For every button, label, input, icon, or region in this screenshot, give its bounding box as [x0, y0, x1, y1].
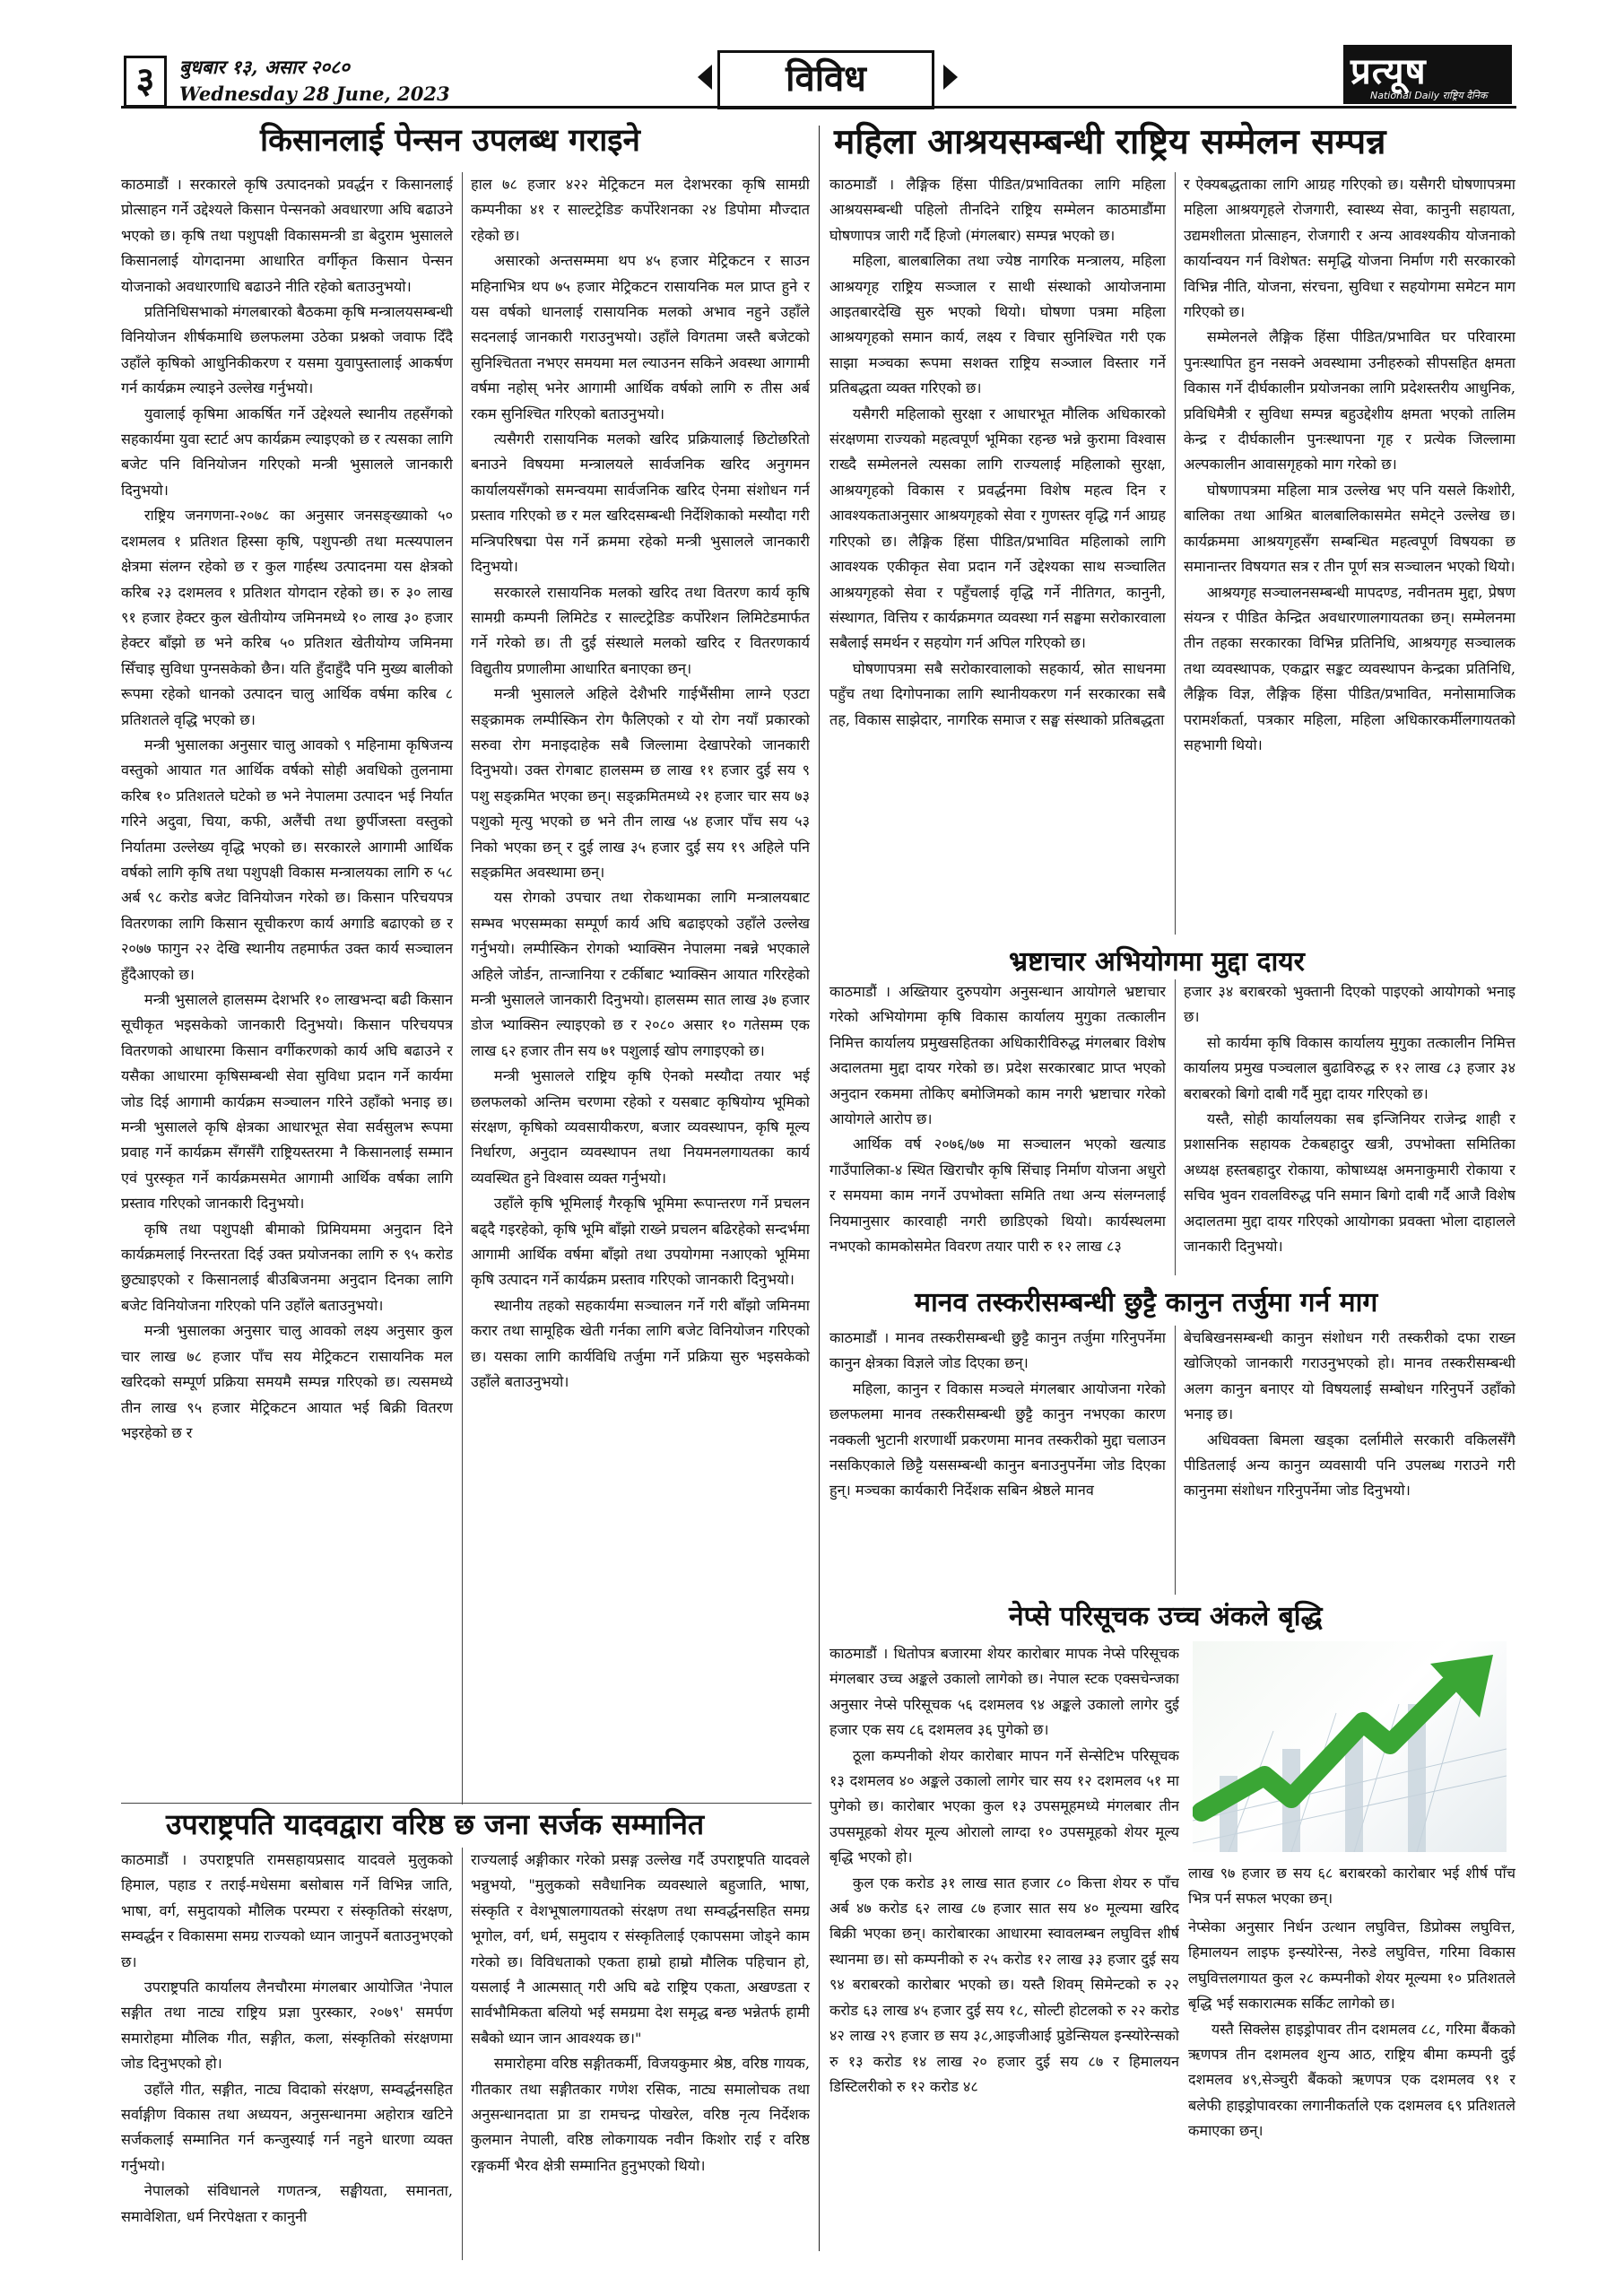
- paragraph: काठमाडौं । उपराष्ट्रपति रामसहायप्रसाद यादवले मुलुकको हिमाल, पहाड र तराई-मधेसमा बसोबास गर्ने विभिन्न जाति, भाषा, वर्ग, समुदायको मौलिक परम्परा र संस्कृतिको संरक्षण, सम्वर्द्धन र विकासमा समग्र राज्यको ध्यान जानुपर्ने बताउनुभएको छ।: [121, 1851, 453, 1970]
- paragraph: सरकारले रासायनिक मलको खरिद तथा वितरण कार्य कृषि सामग्री कम्पनी लिमिटेड र साल्टट्रेडिङ कर्पोरेशन लिमिटेडमार्फत गर्ने गरेको छ। ती दुई संस्थाले मलको खरिद र वितरणकार्य विद्युतीय प्रणालीमा आधारित बनाएका छन्।: [471, 583, 810, 677]
- paragraph: घोषणापत्रमा सबै सरोकारवालाको सहकार्य, स्रोत साधनमा पहुँच तथा दिगोपनाका लागि स्थानीयकरण गर्न सरकारका सबै तह, विकास साझेदार, नागरिक समाज र सङ्घ संस्थाको प्रतिबद्धता: [829, 659, 1166, 728]
- column-divider: [1175, 1326, 1176, 1595]
- paragraph: सम्मेलनले लैङ्गिक हिंसा पीडित/प्रभावित घर परिवारमा पुनःस्थापित हुन नसक्ने अवस्थामा उनीहरुको सीपसहित क्षमता विकास गर्ने दीर्घकालीन प्रयोजनका लागि प्रदेशस्तरीय आधुनिक, प्रविधिमैत्री र सुविधा सम्पन्न बहुउद्देशीय क्षमता भएको तालिम केन्द्र र दीर्घकालीन पुनःस्थापना गृह र प्रत्येक जिल्लामा अल्पकालीन आवासगृहको माग गरेको छ।: [1184, 328, 1515, 474]
- paragraph: काठमाडौं । मानव तस्करीसम्बन्धी छुट्टै कानुन तर्जुमा गरिनुपर्नेमा कानुन क्षेत्रका विज्ञले जोड दिएका छन्।: [829, 1329, 1166, 1372]
- women-headline: महिला आश्रयसम्बन्धी राष्ट्रिय सम्मेलन सम्पन्न: [834, 122, 1386, 162]
- left-arrow-icon: [698, 65, 712, 90]
- date-nepali: बुधबार १३, असार २०८०: [179, 56, 350, 78]
- paragraph: काठमाडौं । धितोपत्र बजारमा शेयर कारोबार मापक नेप्से परिसूचक मंगलबार उच्च अङ्कले उकालो लागेको छ। नेपाल स्टक एक्सचेन्जका अनुसार नेप्से परिसूचक ५६ दशमलव ९४ अङ्कले उकालो लागेर दुई हजार एक सय ८६ दशमलव ३६ पुगेको छ।: [829, 1645, 1179, 1739]
- trafficking-headline: मानव तस्करीसम्बन्धी छुट्टै कानुन तर्जुमा गर्न माग: [915, 1287, 1378, 1318]
- paragraph: महिला, कानुन र विकास मञ्चले मंगलबार आयोजना गरेको छलफलमा मानव तस्करीसम्बन्धी छुट्टै कानुन नभएका कारण नक्कली भुटानी शरणार्थी प्रकरणमा मानव तस्करीको मुद्दा चलाउन नसकिएकाले छिट्टै यससम्बन्धी कानुन बनाउनुपर्नेमा जोड दिएका हुन्। मञ्चका कार्यकारी निर्देशक सबिन श्रेष्ठले मानव: [829, 1379, 1166, 1500]
- paragraph: मन्त्री भुसालले अहिले देशैभरि गाईभैंसीमा लाग्ने एउटा सङ्क्रामक लम्पीस्किन रोग फैलिएको र यो रोग नयाँ प्रकारको सरुवा रोग मनाइदाहेक सबै जिल्लामा देखापरेको जानकारी दिनुभयो। उक्त रोगबाट हालसम्म छ लाख ११ हजार दुई सय ९ पशु सङ्क्रमित भएका छन्। सङ्क्रमितमध्ये २१ हजार चार सय ७३ पशुको मृत्यु भएको छ भने तीन लाख ५४ हजार पाँच सय ५३ निको भएका छन् र दुई लाख ३५ हजार दुई सय १९ अहिले पनि सङ्क्रमित अवस्थामा छन्।: [471, 685, 810, 881]
- paragraph: राज्यलाई अङ्गीकार गरेको प्रसङ्ग उल्लेख गर्दै उपराष्ट्रपति यादवले भन्नुभयो, "मुलुकको सवैधानिक व्यवस्थाले बहुजाति, भाषा, संस्कृति र वेशभूषालगायतको संरक्षण तथा सम्वर्द्धनसहित समग्र भूगोल, वर्ग, धर्म, समुदाय र संस्कृतिलाई एकापसमा जोड्ने काम गरेको छ। विविधताको एकता हाम्रो हाम्रो मौलिक पहिचान हो, यसलाई नै आत्मसात् गरी अघि बढे राष्ट्रिय एकता, अखण्डता र सार्वभौमिकता बलियो भई समग्रमा देश समृद्ध बन्छ भन्नेतर्फ हामी सबैको ध्यान जान आवश्यक छ।": [471, 1851, 810, 2047]
- column-divider: [1175, 979, 1176, 1275]
- women-column-1: [829, 172, 1166, 935]
- paragraph: लाख ९७ हजार छ सय ६८ बराबरको कारोबार भई शीर्ष पाँच भित्र पर्न सफल भएका छन्।: [1188, 1865, 1515, 1908]
- paragraph: र ऐक्यबद्धताका लागि आग्रह गरिएको छ। यसैगरी घोषणापत्रमा महिला आश्रयगृहले रोजगारी, स्वास्थ्य सेवा, कानुनी सहायता, उद्यमशीलता प्रोत्साहन, रोजगारी र अन्य आवश्यकीय योजनाको कार्यान्वयन गर्न विशेषत: समृद्धि योजना निर्माण गरी सरकारको विभिन्न नीति, योजना, संरचना, सुविधा र सहयोगमा समेटन माग गरिएको छ।: [1184, 176, 1515, 321]
- paragraph: हजार ३४ बराबरको भुक्तानी दिएको पाइएको आयोगको भनाइ छ।: [1184, 983, 1515, 1026]
- dateline: [179, 54, 450, 108]
- paragraph: त्यसैगरी रासायनिक मलको खरिद प्रक्रियालाई छिटोछरितो बनाउने विषयमा मन्त्रालयले सार्वजनिक खरिद अनुगमन कार्यालयसँगको समन्वयमा सार्वजनिक खरिद ऐनमा संशोधन गर्न प्रस्ताव गरिएको छ र मल खरिदसम्बन्धी निर्देशिकाको मस्यौदा गरी मन्त्रिपरिषद्मा पेस गर्ने क्रममा रहेको मन्त्री भुसालले जानकारी दिनुभयो।: [471, 430, 810, 576]
- section-divider: [819, 126, 820, 2251]
- nepse-headline: नेप्से परिसूचक उच्च अंकले बृद्धि: [1009, 1601, 1323, 1632]
- paragraph: मन्त्री भुसालका अनुसार चालु आवको ९ महिनामा कृषिजन्य वस्तुको आयात गत आर्थिक वर्षको सोही अवधिको तुलनामा करिब १० प्रतिशतले घटेको छ भने नेपालमा उत्पादन भई निर्यात गरिने अदुवा, चिया, कफी, अलैंची तथा छुर्पीजस्ता वस्तुको निर्यातमा उल्लेख्य वृद्धि भएको छ। सरकारले आगामी आर्थिक वर्षको लागि कृषि तथा पशुपक्षी विकास मन्त्रालयका लागि रु ५८ अर्ब ९८ करोड बजेट विनियोजन गरेको छ। किसान परिचयपत्र वितरणका लागि किसान सूचीकरण कार्य अगाडि बढाएको छ र २०७७ फागुन २२ देखि स्थानीय तहमार्फत उक्त कार्य सञ्चालन हुँदैआएको छ।: [121, 735, 453, 983]
- paragraph: नेप्सेका अनुसार निर्धन उत्थान लघुवित्त, डिप्रोक्स लघुवित्त, हिमालयन लाइफ इन्स्योरेन्स, नेरुडे लघुवित्त, गरिमा विकास लघुवित्तलगायत कुल २८ कम्पनीको शेयर मूल्यमा १० प्रतिशतले बृद्धि भई सकारात्मक सर्किट लागेको छ।: [1188, 1918, 1515, 2013]
- trafficking-column-2: [1184, 1326, 1515, 1595]
- corruption-column-2: [1184, 979, 1515, 1275]
- paragraph: उहाँले कृषि भूमिलाई गैरकृषि भूमिमा रूपान्तरण गर्ने प्रचलन बढ्दै गइरहेको, कृषि भूमि बाँझो राख्ने प्रचलन बढिरहेको सन्दर्भमा आगामी आर्थिक वर्षमा बाँझो तथा उपयोगमा नआएको भूमिमा कृषि उत्पादन गर्ने कार्यक्रम प्रस्ताव गरिएको जानकारी दिनुभयो।: [471, 1195, 810, 1289]
- logo-name: प्रत्यूष: [1350, 51, 1427, 92]
- nepse-column-1: [829, 1641, 1179, 2260]
- trafficking-column-1: [829, 1326, 1166, 1595]
- corruption-headline: भ्रष्टाचार अभियोगमा मुद्दा दायर: [1009, 946, 1305, 978]
- paragraph: स्थानीय तहको सहकार्यमा सञ्चालन गर्ने गरी बाँझो जमिनमा करार तथा सामूहिक खेती गर्नका लागि बजेट विनियोजन गरिएको छ। यसका लागि कार्यविधि तर्जुमा गर्ने प्रक्रिया सुरु भइसकेको उहाँले बताउनुभयो।: [471, 1296, 810, 1391]
- pension-column-1: [121, 172, 453, 1805]
- paragraph: काठमाडौं । लैङ्गिक हिंसा पीडित/प्रभावितका लागि महिला आश्रयसम्बन्धी पहिलो तीनदिने राष्ट्रिय सम्मेलन काठमाडौंमा घोषणापत्र जारी गर्दै हिजो (मंगलबार) सम्पन्न भएको छ।: [829, 176, 1166, 244]
- rising-arrow-icon: [1193, 1641, 1507, 1852]
- vicepresident-headline: उपराष्ट्रपति यादवद्वारा वरिष्ठ छ जना सर्जक सम्मानित: [166, 1807, 705, 1841]
- paragraph: अधिवक्ता बिमला खड्का दर्लामीले सरकारी वकिलसँगै पीडितलाई अन्य कानुन व्यवसायी पनि उपलब्ध गराउने गरी कानुनमा संशोधन गरिनुपर्नेमा जोड दिनुभयो।: [1184, 1431, 1515, 1500]
- article-divider: [121, 1803, 812, 1804]
- section-title: विविध: [717, 50, 934, 109]
- paragraph: काठमाडौं । अख्तियार दुरुपयोग अनुसन्धान आयोगले भ्रष्टाचार गरेको अभियोगमा कृषि विकास कार्यालय मुगुका तत्कालीन निमित्त कार्यालय प्रमुखसहितका अधिकारीविरुद्ध मंगलबार विशेष अदालतमा मुद्दा दायर गरेको छ। प्रदेश सरकारबाट प्राप्त भएको अनुदान रकममा तोकिए बमोजिमको काम नगरी भ्रष्टाचार गरेको आयोगले आरोप छ।: [829, 983, 1166, 1128]
- paragraph: मन्त्री भुसालले हालसम्म देशभरि १० लाखभन्दा बढी किसान सूचीकृत भइसकेको जानकारी दिनुभयो। किसान परिचयपत्र वितरणको आधारमा किसान वर्गीकरणको कार्य अघि बढाउने र यसैका आधारमा कृषिसम्बन्धी सेवा सुविधा प्रदान गर्ने कार्यमा जोड दिई आगामी कार्यक्रम सञ्चालन गरिने उहाँको भनाइ छ। मन्त्री भुसालले कृषि क्षेत्रका आधारभूत सेवा सर्वसुलभ रूपमा प्रवाह गर्ने कार्यक्रम सँगसँगै राष्ट्रियस्तरमा नै किसानलाई सम्मान एवं पुरस्कृत गर्ने कार्यक्रमसमेत आगामी आर्थिक वर्षका लागि प्रस्ताव गरिएको जानकारी दिनुभयो।: [121, 991, 453, 1213]
- paragraph: असारको अन्तसम्ममा थप ४५ हजार मेट्रिकटन र साउन महिनाभित्र थप ७५ हजार मेट्रिकटन रासायनिक मल प्राप्त हुने र यस वर्षको धानलाई रासायनिक मलको अभाव नहुने उहाँले सदनलाई जानकारी गराउनुभयो। उहाँले विगतमा जस्तै बजेटको सुनिश्चितता नभएर समयमा मल ल्याउनन सकिने अवस्था आगामी वर्षमा नहोस् भनेर आगामी आर्थिक वर्षको लागि रु तीस अर्ब रकम सुनिश्चित गरिएको बताउनुभयो।: [471, 252, 810, 422]
- paragraph: सो कार्यमा कृषि विकास कार्यालय मुगुका तत्कालीन निमित्त कार्यालय प्रमुख पञ्चलाल बुढाविरुद्ध रु १२ लाख ८३ हजार ३४ बराबरको बिगो दाबी गर्दै मुद्दा दायर गरिएको छ।: [1184, 1033, 1515, 1102]
- paragraph: काठमाडौं । सरकारले कृषि उत्पादनको प्रवर्द्धन र किसानलाई प्रोत्साहन गर्ने उद्देश्यले किसान पेन्सनको अवधारणा अघि बढाउने भएको छ। कृषि तथा पशुपक्षी विकासमन्त्री डा बेदुराम भुसालले किसानलाई योगदानमा आधारित वर्गीकृत किसान पेन्सन योजनाको अवधारणाधि बढाउने नीति रहेको बताउनुभयो।: [121, 176, 453, 295]
- vicepresident-column-2: [471, 1848, 810, 2260]
- date-english: Wednesday 28 June, 2023: [179, 83, 450, 105]
- paragraph: युवालाई कृषिमा आकर्षित गर्ने उद्देश्यले स्थानीय तहसँगको सहकार्यमा युवा स्टार्ट अप कार्यक्रम ल्याइएको छ र त्यसका लागि बजेट पनि विनियोजन गरिएको मन्त्री भुसालले जानकारी दिनुभयो।: [121, 404, 453, 499]
- paragraph: महिला, बालबालिका तथा ज्येष्ठ नागरिक मन्त्रालय, महिला आश्रयगृह राष्ट्रिय सञ्जाल र साथी संस्थाको आयोजनामा आइतबारदेखि सुरु भएको थियो। घोषणा पत्रमा महिला आश्रयगृहको समान कार्य, लक्ष्य र विचार सुनिश्चित गरी एक साझा मञ्चका रूपमा सशक्त राष्ट्रिय सञ्जाल विस्तार गर्ने प्रतिबद्धता व्यक्त गरिएको छ।: [829, 252, 1166, 397]
- nepse-column-2-top: [1188, 1861, 1515, 1915]
- paragraph: आर्थिक वर्ष २०७६/७७ मा सञ्चालन भएको खत्याड गाउँपालिका-४ स्थित खिराचौर कृषि सिंचाइ निर्माण योजना अधुरो र समयमा काम नगर्ने उपभोक्ता समिति तथा अन्य संलग्नलाई नियमानुसार कारवाही नगरी छाडिएको थियो। कार्यस्थलमा नभएको कामकोसमेत विवरण तयार पारी रु १२ लाख ८३: [829, 1135, 1166, 1256]
- stock-growth-image: [1193, 1641, 1507, 1852]
- logo-subtitle: National Daily राष्ट्रिय दैनिक: [1370, 90, 1488, 101]
- paragraph: यस रोगको उपचार तथा रोकथामका लागि मन्त्रालयबाट सम्भव भएसम्मका सम्पूर्ण कार्य अघि बढाइएको उहाँले उल्लेख गर्नुभयो। लम्पीस्किन रोगको भ्याक्सिन नेपालमा नबन्ने भएकाले अहिले जोर्डन, तान्जानिया र टर्कीबाट भ्याक्सिन आयात गरिरहेको मन्त्री भुसालले जानकारी दिनुभयो। हालसम्म सात लाख ३७ हजार डोज भ्याक्सिन ल्याइएको छ र २०८० असार १० गतेसम्म एक लाख ६२ हजार तीन सय ७१ पशुलाई खोप लगाइएको छ।: [471, 889, 810, 1059]
- paragraph: ठूला कम्पनीको शेयर कारोबार मापन गर्ने सेन्सेटिभ परिसूचक १३ दशमलव ४० अङ्कले उकालो लागेर चार सय १२ दशमलव ५१ मा पुगेको छ। कारोबार भएका कुल १३ उपसमूहमध्ये मंगलबार तीन उपसमूहको शेयर मूल्य ओरालो लाग्दा १० उपसमूहको शेयर मूल्य बृद्धि भएको हो।: [829, 1746, 1179, 1866]
- paragraph: कुल एक करोड ३१ लाख सात हजार ८० कित्ता शेयर रु पाँच अर्ब ४७ करोड ६२ लाख ८७ हजार सात सय ४० मूल्यमा खरिद बिक्री भएका छन्। कारोबारका आधारमा स्वावलम्बन लघुवित्त शीर्ष स्थानमा छ। सो कम्पनीको रु २५ करोड १२ लाख ३३ हजार दुई सय ९४ बराबरको कारोबार भएको छ। यस्तै शिवम् सिमेन्टको रु २२ करोड ६३ लाख ४५ हजार दुई सय १८, सोल्टी होटलको रु २२ करोड ४२ लाख २९ हजार छ सय ३८,आइजीआई प्रुडेन्सियल इन्स्योरेन्सको रु १३ करोड १४ लाख २० हजार दुई सय ८७ र हिमालयन डिस्टिलरीको रु १२ करोड ४८: [829, 1874, 1179, 2095]
- paragraph: उपराष्ट्रपति कार्यालय लैनचौरमा मंगलबार आयोजित 'नेपाल सङ्गीत तथा नाट्य राष्ट्रिय प्रज्ञा पुरस्कार, २०७९' समर्पण समारोहमा मौलिक गीत, सङ्गीत, कला, संस्कृतिको संरक्षणमा जोड दिनुभएको हो।: [121, 1979, 453, 2073]
- women-column-2: [1184, 172, 1515, 935]
- column-divider: [1175, 172, 1176, 935]
- paragraph: हाल ७८ हजार ४२२ मेट्रिकटन मल देशभरका कृषि सामग्री कम्पनीका ४१ र साल्टट्रेडिङ कर्पोरेशनका २४ डिपोमा मौज्दात रहेको छ।: [471, 176, 810, 244]
- paragraph: कृषि तथा पशुपक्षी बीमाको प्रिमियममा अनुदान दिने कार्यक्रमलाई निरन्तरता दिई उक्त प्रयोजनका लागि रु ९५ करोड छुट्याइएको र किसानलाई बीउबिजनमा अनुदान दिनका लागि बजेट विनियोजना गरिएको पनि उहाँले बताउनुभयो।: [121, 1220, 453, 1314]
- vicepresident-column-1: [121, 1848, 453, 2260]
- pension-column-2: [471, 172, 810, 1805]
- paragraph: बेचबिखनसम्बन्धी कानुन संशोधन गरी तस्करीको दफा राख्न खोजिएको जानकारी गराउनुभएको हो। मानव तस्करीसम्बन्धी अलग कानुन बनाएर यो विषयलाई सम्बोधन गरिनुपर्ने उहाँको भनाइ छ।: [1184, 1329, 1515, 1423]
- corruption-column-1: [829, 979, 1166, 1275]
- masthead-rule: [121, 106, 1516, 109]
- right-arrow-icon: [943, 65, 958, 90]
- paragraph: यसैगरी महिलाको सुरक्षा र आधारभूत मौलिक अधिकारको संरक्षणमा राज्यको महत्वपूर्ण भूमिका रहन्छ भन्ने कुरामा विश्वास राख्दै सम्मेलनले त्यसका लागि राज्यलाई महिलाको सुरक्षा, आश्रयगृहको विकास र प्रवर्द्धनमा विशेष महत्व दिन र आवश्यकताअनुसार आश्रयगृहको सेवा र गुणस्तर वृद्धि गर्न आग्रह गरिएको छ। लैङ्गिक हिंसा पीडित/प्रभावित महिलाको लागि आवश्यक एकीकृत सेवा प्रदान गर्ने उद्देश्यका साथ सञ्चालित आश्रयगृहको सेवा र पहुँचलाई वृद्धि गर्ने नीतिगत, कानुनी, संस्थागत, वित्तिय र कार्यक्रमगत व्यवस्था गर्न सङ्घमा सरोकारवाला सबैलाई समर्थन र सहयोग गर्न अपिल गरिएको छ।: [829, 404, 1166, 652]
- paragraph: घोषणापत्रमा महिला मात्र उल्लेख भए पनि यसले किशोरी, बालिका तथा आश्रित बालबालिकासमेत समेट्ने उल्लेख छ। कार्यक्रममा आश्रयगृहसँग सम्बन्धित महत्वपूर्ण विषयका छ समानान्तर विषयगत सत्र र तीन पूर्ण सत्र सञ्चालन भएको थियो।: [1184, 481, 1515, 576]
- pension-headline: किसानलाई पेन्सन उपलब्ध गराइने: [260, 123, 640, 159]
- paragraph: आश्रयगृह सञ्चालनसम्बन्धी मापदण्ड, नवीनतम मुद्दा, प्रेषण संयन्त्र र पीडित केन्द्रित अवधारणालगायतका छन्। सम्मेलनमा तीन तहका सरकारका विभिन्न प्रतिनिधि, आश्रयगृह सञ्चालक तथा व्यवस्थापक, एकद्वार सङ्कट व्यवस्थापन केन्द्रका प्रतिनिधि, लैङ्गिक विज्ञ, लैङ्गिक हिंसा पीडित/प्रभावित, मनोसामाजिक परामर्शकर्ता, पत्रकार महिला, महिला अधिकारकर्मीलगायतको सहभागी थियो।: [1184, 583, 1515, 753]
- paragraph: यस्तै, सोही कार्यालयका सब इन्जिनियर राजेन्द्र शाही र प्रशासनिक सहायक टेकबहादुर खत्री, उपभोक्ता समितिका अध्यक्ष हस्तबहादुर रोकाया, कोषाध्यक्ष अमनाकुमारी रोकाया र सचिव भुवन रावलविरुद्ध पनि समान बिगो दाबी गर्दै आजै विशेष अदालतमा मुद्दा दायर गरिएको आयोगका प्रवक्ता भोला दाहालले जानकारी दिनुभयो।: [1184, 1110, 1515, 1256]
- newspaper-logo: [1343, 45, 1512, 104]
- nepse-column-2: [1188, 1915, 1515, 2260]
- paragraph: मन्त्री भुसालका अनुसार चालु आवको लक्ष्य अनुसार कुल चार लाख ७८ हजार पाँच सय मेट्रिकटन रासायनिक मल खरिदको सम्पूर्ण प्रक्रिया समयमै सम्पन्न गरिएको छ। त्यसमध्ये तीन लाख ९५ हजार मेट्रिकटन आयात भई बिक्री वितरण भइरहेको छ र: [121, 1322, 453, 1441]
- page-number: ३: [124, 56, 167, 108]
- paragraph: उहाँले गीत, सङ्गीत, नाट्य विदाको संरक्षण, सम्वर्द्धनसहित सर्वाङ्गीण विकास तथा अध्ययन, अनुसन्धानमा अहोरात्र खटिने सर्जकलाई सम्मानित गर्न कन्जुस्याई गर्न नहुने धारणा व्यक्त गर्नुभयो।: [121, 2080, 453, 2174]
- paragraph: राष्ट्रिय जनगणना-२०७८ का अनुसार जनसङ्ख्याको ५० दशमलव १ प्रतिशत हिस्सा कृषि, पशुपन्छी तथा मत्स्यपालन क्षेत्रमा संलग्न रहेको छ र कुल गार्हस्थ उत्पादनमा यस क्षेत्रको करिब २३ दशमलव १ प्रतिशत योगदान रहेको छ। रु ३० लाख ९१ हजार हेक्टर कुल खेतीयोग्य जमिनमध्ये १० लाख ३० हजार हेक्टर बाँझो छ भने करिब ५० प्रतिशत खेतीयोग्य जमिनमा सिँचाइ सुविधा पुग्नसकेको छैन। यति हुँदाहुँदै पनि मुख्य बालीको रूपमा रहेको धानको उत्पादन चालु आर्थिक वर्षमा करिब ८ प्रतिशतले वृद्धि भएको छ।: [121, 507, 453, 728]
- column-divider: [462, 1848, 463, 2260]
- paragraph: समारोहमा वरिष्ठ सङ्गीतकर्मी, विजयकुमार श्रेष्ठ, वरिष्ठ गायक, गीतकार तथा सङ्गीतकार गणेश रसिक, नाट्य समालोचक तथा अनुसन्धानदाता प्रा डा रामचन्द्र पोखरेल, वरिष्ठ नृत्य निर्देशक कुलमान नेपाली, वरिष्ठ लोकगायक नवीन किशोर राई र वरिष्ठ रङ्गकर्मी भैरव क्षेत्री सम्मानित हुनुभएको थियो।: [471, 2055, 810, 2174]
- column-divider: [462, 172, 463, 1805]
- paragraph: यस्तै सिक्लेस हाइड्रोपावर तीन दशमलव ८८, गरिमा बैंकको ऋणपत्र तीन दशमलव शुन्य आठ, राष्ट्रिय बीमा कम्पनी दुई दशमलव ४९,सेञ्चुरी बैंकको ऋणपत्र एक दशमलव ९१ र बलेफी हाइड्रोपावरका लगानीकर्ताले एक दशमलव ६९ प्रतिशतले कमाएका छन्।: [1188, 2020, 1515, 2140]
- paragraph: प्रतिनिधिसभाको मंगलबारको बैठकमा कृषि मन्त्रालयसम्बन्धी विनियोजन शीर्षकमाथि छलफलमा उठेका प्रश्नको जवाफ दिँदै उहाँले कृषिको आधुनिकीकरण र यसमा युवापुस्तालाई आकर्षण गर्न कार्यक्रम ल्याइने उल्लेख गर्नुभयो।: [121, 303, 453, 397]
- paragraph: मन्त्री भुसालले राष्ट्रिय कृषि ऐनको मस्यौदा तयार भई छलफलको अन्तिम चरणमा रहेको र यसबाट कृषियोग्य भूमिको संरक्षण, कृषिको व्यवसायीकरण, बजार व्यवस्थापन, कृषि मूल्य निर्धारण, अनुदान व्यवस्थापन तथा नियमनलगायतका कार्य व्यवस्थित हुने विश्वास व्यक्त गर्नुभयो।: [471, 1067, 810, 1187]
- paragraph: नेपालको संविधानले गणतन्त्र, सङ्घीयता, समानता, समावेशिता, धर्म निरपेक्षता र कानुनी: [121, 2182, 453, 2225]
